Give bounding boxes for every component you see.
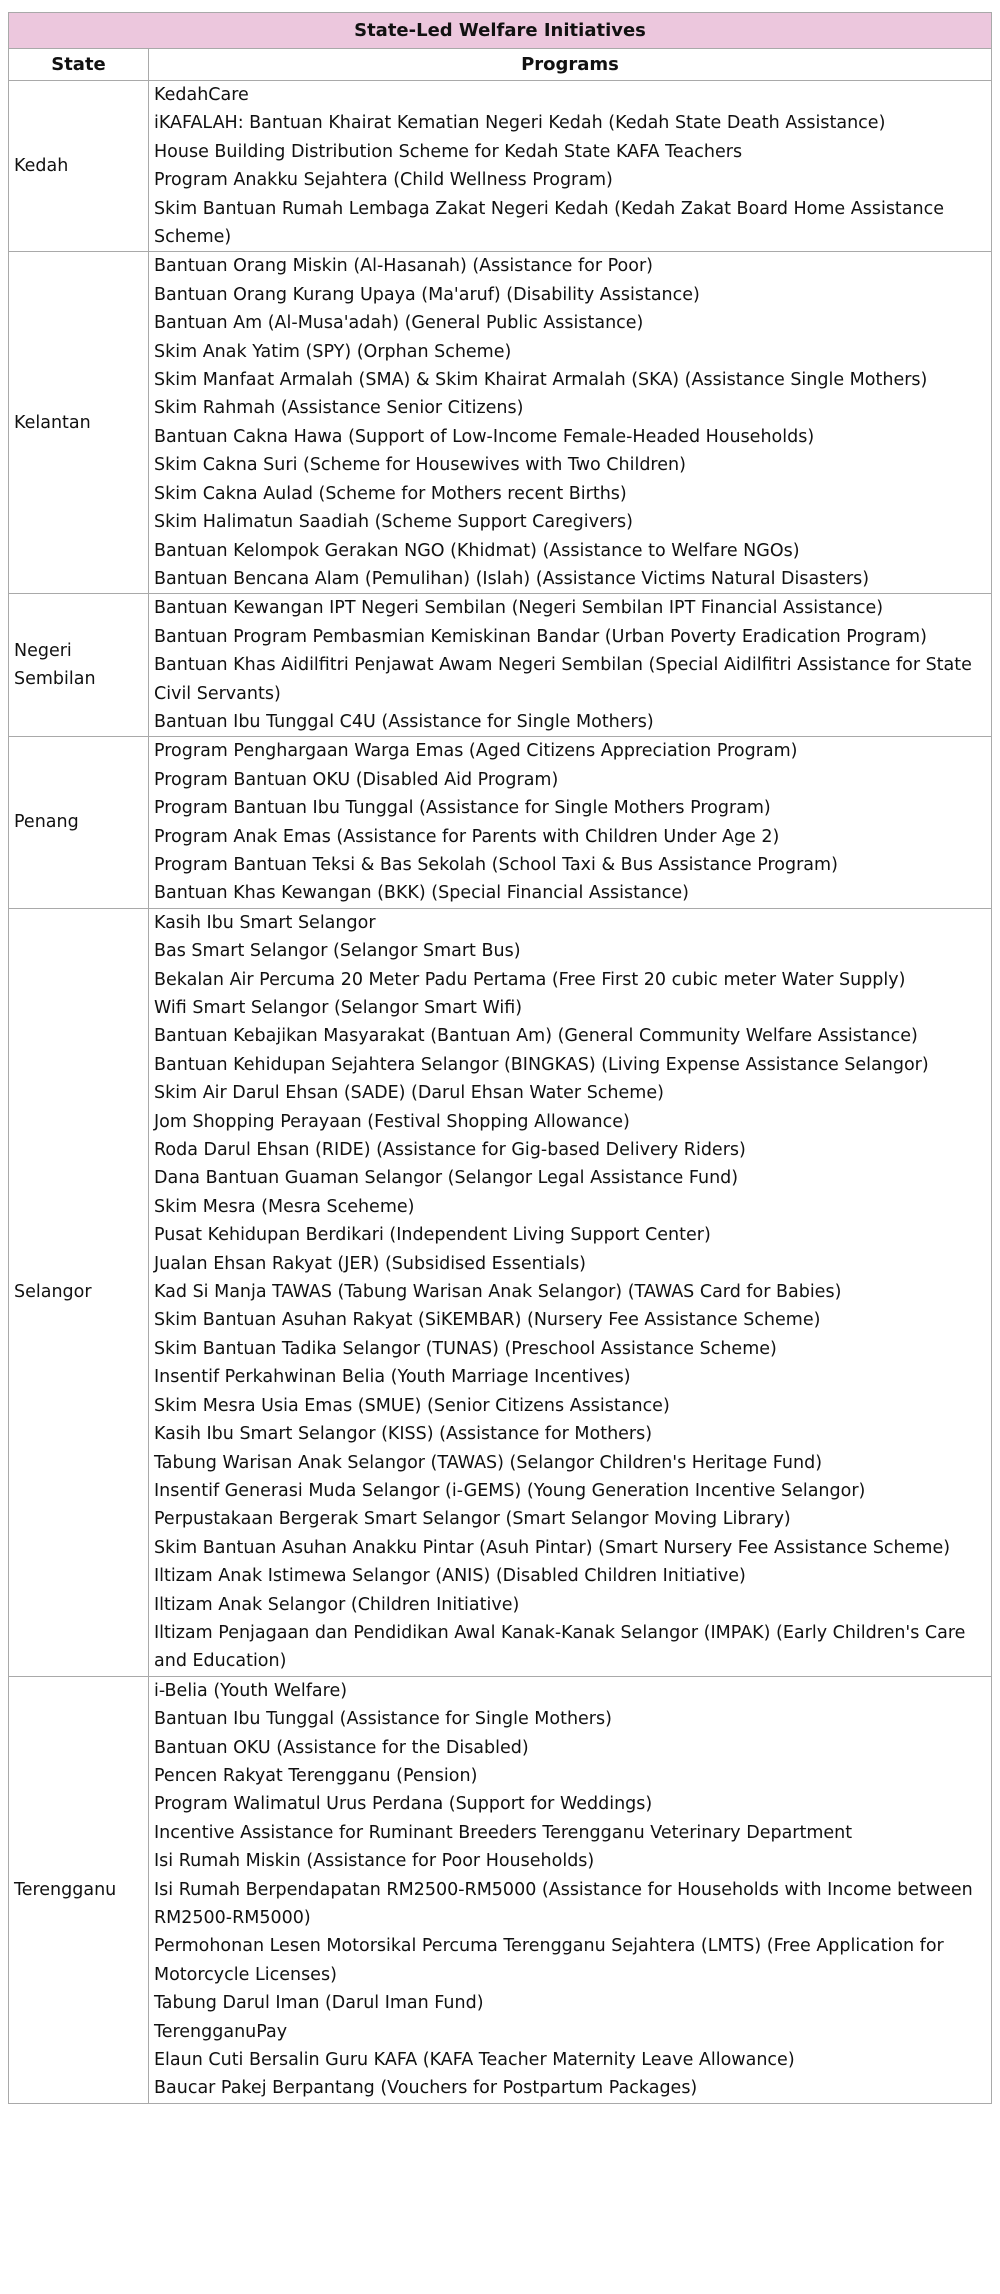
state-cell: Negeri Sembilan (9, 594, 149, 737)
program-item: Isi Rumah Berpendapatan RM2500-RM5000 (Assistance for Households with Income between RM2500-RM5000) (154, 1879, 973, 1928)
table-row (9, 908, 992, 1676)
program-item: iKAFALAH: Bantuan Khairat Kematian Negeri Kedah (Kedah State Death Assistance) (154, 113, 886, 134)
program-item: Bas Smart Selangor (Selangor Smart Bus) (154, 941, 521, 962)
programs-cell (149, 81, 992, 252)
program-item: Bantuan Kelompok Gerakan NGO (Khidmat) (Assistance to Welfare NGOs) (154, 540, 800, 561)
program-item: Skim Bantuan Asuhan Rakyat (SiKEMBAR) (Nursery Fee Assistance Scheme) (154, 1310, 821, 1331)
program-item: KedahCare (154, 85, 249, 105)
program-item: House Building Distribution Scheme for Kedah State KAFA Teachers (154, 141, 743, 162)
program-item: Iltizam Penjagaan dan Pendidikan Awal Kanak-Kanak Selangor (IMPAK) (Early Children's Care and Education) (154, 1622, 966, 1672)
program-item: Skim Mesra Usia Emas (SMUE) (Senior Citizens Assistance) (154, 1395, 670, 1416)
program-item: Skim Air Darul Ehsan (SADE) (Darul Ehsan Water Scheme) (154, 1083, 664, 1104)
program-item: Baucar Pakej Berpantang (Vouchers for Postpartum Packages) (154, 2078, 698, 2099)
program-item: Bantuan Orang Kurang Upaya (Ma'aruf) (Disability Assistance) (154, 284, 700, 305)
program-item: Skim Bantuan Tadika Selangor (TUNAS) (Preschool Assistance Scheme) (154, 1338, 777, 1359)
program-item: Program Bantuan OKU (Disabled Aid Program) (154, 769, 559, 790)
program-item: Tabung Darul Iman (Darul Iman Fund) (154, 1993, 484, 2014)
program-item: Bantuan Kehidupan Sejahtera Selangor (BINGKAS) (Living Expense Assistance Selangor) (154, 1054, 929, 1075)
program-item: Insentif Generasi Muda Selangor (i-GEMS) (Young Generation Incentive Selangor) (154, 1480, 866, 1501)
program-item: TerengganuPay (154, 2021, 288, 2042)
program-item: Bantuan Orang Miskin (Al-Hasanah) (Assistance for Poor) (154, 256, 653, 277)
program-item: Skim Halimatun Saadiah (Scheme Support Caregivers) (154, 512, 633, 533)
program-item: Kad Si Manja TAWAS (Tabung Warisan Anak Selangor) (TAWAS Card for Babies) (154, 1282, 842, 1303)
program-item: i-Belia (Youth Welfare) (154, 1680, 348, 1701)
program-item: Skim Bantuan Asuhan Anakku Pintar (Asuh Pintar) (Smart Nursery Fee Assistance Scheme) (154, 1537, 951, 1558)
program-item: Iltizam Anak Istimewa Selangor (ANIS) (Disabled Children Initiative) (154, 1566, 746, 1587)
program-item: Skim Anak Yatim (SPY) (Orphan Scheme) (154, 341, 512, 362)
table-body (9, 81, 992, 2104)
program-item: Bantuan Bencana Alam (Pemulihan) (Islah) (Assistance Victims Natural Disasters) (154, 568, 870, 589)
program-item: Bantuan Khas Kewangan (BKK) (Special Financial Assistance) (154, 883, 689, 904)
program-item: Bantuan Ibu Tunggal (Assistance for Single Mothers) (154, 1709, 612, 1730)
program-item: Bantuan Kewangan IPT Negeri Sembilan (Negeri Sembilan IPT Financial Assistance) (154, 598, 884, 619)
program-item: Bantuan Cakna Hawa (Support of Low-Income Female-Headed Households) (154, 426, 815, 447)
program-item: Tabung Warisan Anak Selangor (TAWAS) (Selangor Children's Heritage Fund) (154, 1452, 823, 1473)
program-item: Kasih Ibu Smart Selangor (154, 912, 376, 933)
column-header-programs: Programs (149, 49, 992, 81)
welfare-table (8, 12, 992, 2104)
program-item: Skim Cakna Aulad (Scheme for Mothers recent Births) (154, 483, 627, 504)
program-item: Bekalan Air Percuma 20 Meter Padu Pertama (Free First 20 cubic meter Water Supply) (154, 969, 906, 990)
program-item: Pencen Rakyat Terengganu (Pension) (154, 1765, 478, 1786)
table-row (9, 81, 992, 252)
program-item: Program Penghargaan Warga Emas (Aged Citizens Appreciation Program) (154, 741, 798, 762)
programs-cell (149, 908, 992, 1676)
program-item: Skim Cakna Suri (Scheme for Housewives with Two Children) (154, 455, 686, 476)
program-item: Bantuan Khas Aidilfitri Penjawat Awam Negeri Sembilan (Special Aidilfitri Assistance for State Civil Servants) (154, 655, 972, 704)
program-item: Program Bantuan Ibu Tunggal (Assistance for Single Mothers Program) (154, 798, 771, 819)
program-item: Insentif Perkahwinan Belia (Youth Marriage Incentives) (154, 1367, 631, 1388)
column-header-state: State (9, 49, 149, 81)
program-item: Jom Shopping Perayaan (Festival Shopping Allowance) (154, 1111, 630, 1132)
program-item: Iltizam Anak Selangor (Children Initiative) (154, 1594, 520, 1615)
state-cell: Kelantan (9, 252, 149, 594)
program-item: Incentive Assistance for Ruminant Breeders Terengganu Veterinary Department (154, 1822, 853, 1843)
programs-cell (149, 737, 992, 908)
program-item: Roda Darul Ehsan (RIDE) (Assistance for Gig-based Delivery Riders) (154, 1140, 746, 1161)
program-item: Bantuan Ibu Tunggal C4U (Assistance for Single Mothers) (154, 711, 654, 732)
program-item: Program Walimatul Urus Perdana (Support for Weddings) (154, 1794, 653, 1815)
program-item: Program Anakku Sejahtera (Child Wellness Program) (154, 170, 613, 191)
table-row (9, 737, 992, 908)
program-item: Bantuan Am (Al-Musa'adah) (General Public Assistance) (154, 313, 644, 334)
table-title: State-Led Welfare Initiatives (9, 13, 992, 49)
program-item: Skim Manfaat Armalah (SMA) & Skim Khairat Armalah (SKA) (Assistance Single Mothers) (154, 370, 928, 391)
program-item: Kasih Ibu Smart Selangor (KISS) (Assistance for Mothers) (154, 1424, 653, 1445)
state-cell: Kedah (9, 81, 149, 252)
state-cell: Terengganu (9, 1676, 149, 2103)
program-item: Bantuan OKU (Assistance for the Disabled) (154, 1737, 529, 1758)
table-row (9, 252, 992, 594)
program-item: Wifi Smart Selangor (Selangor Smart Wifi) (154, 998, 523, 1018)
program-item: Skim Bantuan Rumah Lembaga Zakat Negeri Kedah (Kedah Zakat Board Home Assistance Scheme) (154, 198, 944, 248)
program-item: Jualan Ehsan Rakyat (JER) (Subsidised Essentials) (154, 1253, 587, 1274)
program-item: Bantuan Program Pembasmian Kemiskinan Bandar (Urban Poverty Eradication Program) (154, 626, 927, 647)
program-item: Skim Rahmah (Assistance Senior Citizens) (154, 398, 524, 419)
state-cell: Selangor (9, 908, 149, 1676)
program-item: Isi Rumah Miskin (Assistance for Poor Households) (154, 1851, 595, 1872)
programs-cell (149, 594, 992, 737)
program-item: Skim Mesra (Mesra Sceheme) (154, 1196, 415, 1217)
program-item: Pusat Kehidupan Berdikari (Independent Living Support Center) (154, 1225, 711, 1246)
programs-cell (149, 252, 992, 594)
program-item: Elaun Cuti Bersalin Guru KAFA (KAFA Teacher Maternity Leave Allowance) (154, 2050, 795, 2071)
program-item: Perpustakaan Bergerak Smart Selangor (Smart Selangor Moving Library) (154, 1509, 791, 1530)
program-item: Dana Bantuan Guaman Selangor (Selangor Legal Assistance Fund) (154, 1168, 739, 1189)
programs-cell (149, 1676, 992, 2103)
table-row (9, 594, 992, 737)
program-item: Program Anak Emas (Assistance for Parents with Children Under Age 2) (154, 826, 780, 847)
program-item: Permohonan Lesen Motorsikal Percuma Terengganu Sejahtera (LMTS) (Free Application for Motorcycle Licenses) (154, 1936, 944, 1985)
program-item: Program Bantuan Teksi & Bas Sekolah (School Taxi & Bus Assistance Program) (154, 854, 838, 875)
state-cell: Penang (9, 737, 149, 908)
program-item: Bantuan Kebajikan Masyarakat (Bantuan Am) (General Community Welfare Assistance) (154, 1026, 918, 1047)
table-row (9, 1676, 992, 2103)
